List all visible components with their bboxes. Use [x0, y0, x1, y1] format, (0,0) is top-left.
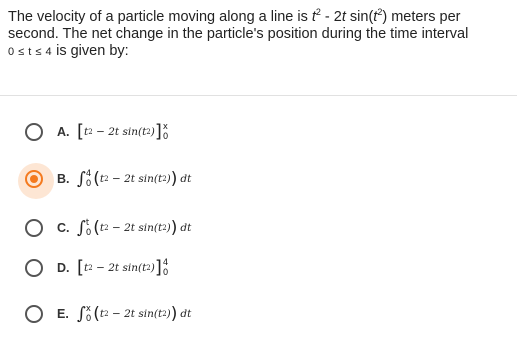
option-e[interactable] — [25, 300, 325, 328]
exponent: 2 — [162, 224, 167, 232]
radio-button-selected[interactable] — [25, 170, 43, 188]
t-variable: t — [157, 308, 163, 320]
option-letter: E. — [57, 307, 69, 321]
right-bracket: ] — [154, 121, 162, 142]
exponent: 2 — [104, 310, 109, 318]
right-paren: ) — [170, 217, 178, 238]
differential: dt — [180, 222, 192, 234]
exponent: 2 — [104, 224, 109, 232]
differential: dt — [180, 308, 192, 320]
right-bracket: ] — [154, 257, 162, 278]
exponent: 2 — [377, 7, 383, 17]
expression-close: ) — [150, 126, 155, 138]
evaluation-limits — [163, 259, 168, 278]
question-text-part: - 2 — [320, 9, 342, 25]
exponent: 2 — [146, 128, 151, 136]
radio-button[interactable] — [25, 259, 43, 277]
upper-limit: 4 — [162, 257, 169, 268]
integral-sign: ∫ — [77, 217, 86, 238]
integral-sign: ∫ — [77, 303, 86, 324]
lower-limit: 0 — [85, 313, 92, 324]
option-b[interactable] — [25, 165, 325, 193]
t-variable: t — [84, 126, 89, 138]
option-expression — [77, 219, 191, 238]
t-variable: t — [84, 262, 89, 274]
exponent: 2 — [104, 175, 109, 183]
exponent: 2 — [88, 264, 93, 272]
integral-limits — [86, 305, 91, 324]
option-a[interactable] — [25, 118, 325, 146]
expression-middle: − 2t sin( — [92, 126, 143, 138]
right-paren: ) — [170, 168, 178, 189]
evaluation-limits — [163, 123, 168, 142]
upper-limit: x — [85, 303, 91, 314]
exponent: 2 — [146, 264, 151, 272]
expression-close: ) — [166, 222, 171, 234]
option-letter: C. — [57, 221, 70, 235]
question-text-part: is given by: — [52, 43, 129, 59]
expression-close: ) — [150, 262, 155, 274]
option-letter: B. — [57, 172, 70, 186]
left-bracket: [ — [77, 121, 85, 142]
option-expression — [77, 305, 191, 324]
divider — [0, 95, 517, 96]
expression-close: ) — [166, 308, 171, 320]
question-text-part: sin( — [345, 9, 374, 25]
integral-limits — [86, 170, 91, 189]
expression-middle: − 2t sin( — [108, 222, 158, 234]
lower-limit: 0 — [85, 227, 92, 238]
selection-halo — [18, 163, 54, 199]
option-expression — [77, 170, 191, 189]
expression-middle: − 2t sin( — [92, 262, 143, 274]
lower-limit: 0 — [85, 178, 92, 189]
upper-limit: x — [162, 121, 168, 132]
exponent: 2 — [162, 175, 167, 183]
t-variable: t — [373, 9, 378, 25]
option-letter: D. — [57, 261, 70, 275]
upper-limit: 4 — [85, 168, 92, 179]
upper-limit: t — [85, 217, 90, 228]
exponent: 2 — [88, 128, 93, 136]
expression-close: ) — [166, 173, 171, 185]
t-variable: t — [142, 262, 147, 274]
t-variable: t — [157, 222, 163, 234]
radio-button[interactable] — [25, 123, 43, 141]
lower-limit: 0 — [162, 131, 169, 142]
t-variable: t — [99, 173, 105, 185]
t-variable: t — [99, 308, 105, 320]
t-variable: t — [341, 9, 346, 25]
radio-button[interactable] — [25, 305, 43, 323]
question-text-part: The velocity of a particle moving along a line is — [8, 9, 312, 25]
t-variable: t — [157, 173, 163, 185]
t-variable: $t^2$ — [311, 7, 321, 25]
option-d[interactable] — [25, 254, 325, 282]
option-expression — [77, 259, 170, 278]
left-bracket: [ — [77, 257, 85, 278]
t-variable: t — [142, 126, 147, 138]
left-paren: ( — [93, 217, 100, 238]
integral-sign: ∫ — [77, 168, 86, 189]
expression-middle: − 2t sin( — [108, 308, 158, 320]
option-c[interactable] — [25, 214, 325, 242]
expression-middle: − 2t sin( — [108, 173, 158, 185]
differential: dt — [180, 173, 192, 185]
left-paren: ( — [93, 303, 100, 324]
left-paren: ( — [93, 168, 100, 189]
question-text-part: ) meters per — [382, 9, 461, 25]
option-expression — [77, 123, 170, 142]
exponent: 2 — [162, 310, 167, 318]
option-letter: A. — [57, 125, 70, 139]
lower-limit: 0 — [162, 267, 169, 278]
time-interval: 0 ≤ t ≤ 4 — [8, 46, 53, 58]
right-paren: ) — [170, 303, 178, 324]
question-text — [8, 4, 513, 61]
question-text-part: second. The net change in the particle's position during the time interval — [8, 26, 469, 42]
t-variable: t — [99, 222, 105, 234]
radio-button[interactable] — [25, 219, 43, 237]
integral-limits — [86, 219, 91, 238]
